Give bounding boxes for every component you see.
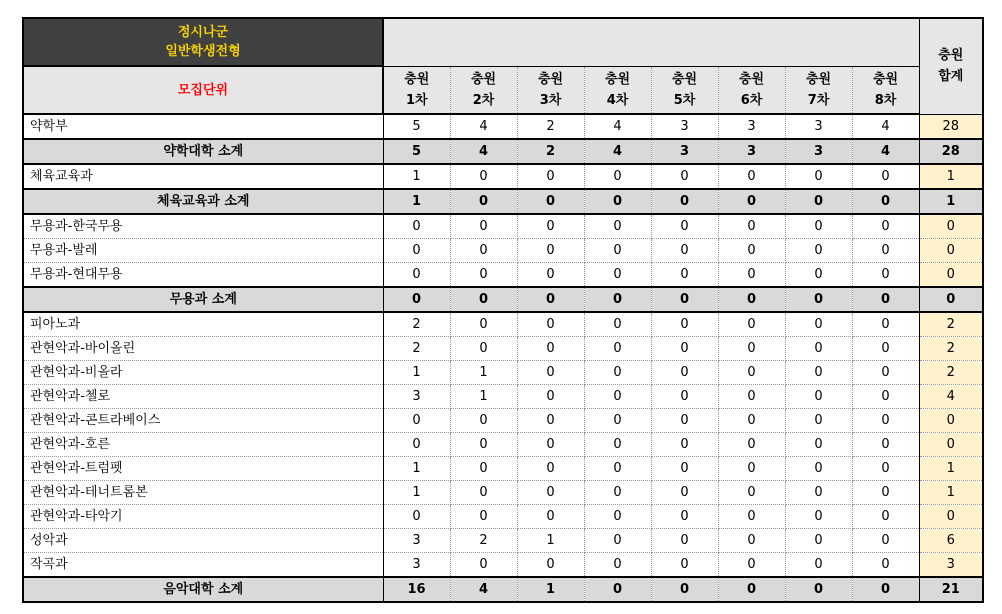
round-2-value: 0: [450, 457, 517, 481]
table-body: [23, 18, 983, 602]
round-6-value: 0: [718, 433, 785, 457]
round-8-value: 0: [852, 164, 919, 189]
round-header-8: [852, 66, 919, 114]
total-label-line-1: 충원: [938, 48, 964, 64]
round-2-value: 1: [450, 385, 517, 409]
round-2-value: 0: [450, 312, 517, 337]
unit-name: 체육교육과: [23, 164, 383, 189]
total-value: 28: [919, 139, 983, 164]
round-8-value: 0: [852, 287, 919, 312]
round-2-value: 0: [450, 409, 517, 433]
round-3-value: 0: [517, 164, 584, 189]
round-8-value: 0: [852, 361, 919, 385]
unit-name: 약학부: [23, 114, 383, 139]
round-3-value: 0: [517, 385, 584, 409]
round-2-value: 1: [450, 361, 517, 385]
header-top-blank: [383, 18, 919, 66]
round-6-value: 0: [718, 239, 785, 263]
round-7-value: 0: [785, 409, 852, 433]
table-row: [23, 433, 983, 457]
round-5-value: 0: [651, 287, 718, 312]
round-5-value: 0: [651, 263, 718, 288]
round-7-value: 0: [785, 337, 852, 361]
round-8-value: 0: [852, 577, 919, 602]
unit-name: 관현악과-테너트롬본: [23, 481, 383, 505]
round-8-value: 0: [852, 337, 919, 361]
round-2-value: 0: [450, 189, 517, 214]
round-2-value: 0: [450, 214, 517, 239]
total-value: 0: [919, 263, 983, 288]
unit-name: 작곡과: [23, 553, 383, 578]
header-total: [919, 18, 983, 114]
round-7-value: 0: [785, 263, 852, 288]
round-header-2-line-1: 충원: [470, 71, 497, 87]
table-row: [23, 239, 983, 263]
round-4-value: 0: [584, 214, 651, 239]
table-row: [23, 481, 983, 505]
round-1-value: 1: [383, 457, 450, 481]
round-1-value: 16: [383, 577, 450, 602]
round-3-value: 0: [517, 505, 584, 529]
round-header-5-line-2: 5차: [673, 92, 696, 108]
round-2-value: 4: [450, 577, 517, 602]
total-value: 0: [919, 214, 983, 239]
round-7-value: 0: [785, 239, 852, 263]
round-4-value: 0: [584, 239, 651, 263]
round-3-value: 0: [517, 312, 584, 337]
round-header-5: [651, 66, 718, 114]
round-4-value: 0: [584, 481, 651, 505]
unit-name: 관현악과-타악기: [23, 505, 383, 529]
round-2-value: 0: [450, 337, 517, 361]
round-6-value: 0: [718, 577, 785, 602]
round-2-value: 0: [450, 553, 517, 578]
round-6-value: 0: [718, 409, 785, 433]
round-2-value: 0: [450, 433, 517, 457]
round-3-value: 0: [517, 189, 584, 214]
round-7-value: 0: [785, 361, 852, 385]
round-4-value: 0: [584, 164, 651, 189]
subtotal-label: 음악대학 소계: [23, 577, 383, 602]
round-5-value: 0: [651, 164, 718, 189]
round-5-value: 0: [651, 312, 718, 337]
round-1-value: 0: [383, 287, 450, 312]
round-header-1-line-2: 1차: [405, 92, 428, 108]
round-1-value: 0: [383, 505, 450, 529]
round-1-value: 1: [383, 164, 450, 189]
table-row: [23, 263, 983, 288]
round-2-value: 0: [450, 287, 517, 312]
round-5-value: 0: [651, 553, 718, 578]
round-6-value: 0: [718, 361, 785, 385]
unit-name: 무용과-발레: [23, 239, 383, 263]
round-5-value: 0: [651, 337, 718, 361]
round-4-value: 4: [584, 139, 651, 164]
round-6-value: 0: [718, 529, 785, 553]
round-1-value: 0: [383, 239, 450, 263]
round-1-value: 1: [383, 189, 450, 214]
table-row: [23, 457, 983, 481]
round-7-value: 0: [785, 457, 852, 481]
table-row: [23, 164, 983, 189]
round-6-value: 3: [718, 114, 785, 139]
total-value: 0: [919, 433, 983, 457]
round-header-2: [450, 66, 517, 114]
subtotal-label: 체육교육과 소계: [23, 189, 383, 214]
unit-name: 관현악과-호른: [23, 433, 383, 457]
round-3-value: 0: [517, 457, 584, 481]
round-5-value: 0: [651, 457, 718, 481]
round-6-value: 0: [718, 214, 785, 239]
round-6-value: 0: [718, 481, 785, 505]
round-8-value: 0: [852, 433, 919, 457]
round-2-value: 0: [450, 505, 517, 529]
round-1-value: 3: [383, 385, 450, 409]
round-8-value: 4: [852, 139, 919, 164]
round-header-8-line-2: 8차: [874, 92, 897, 108]
round-3-value: 0: [517, 409, 584, 433]
unit-name: 성악과: [23, 529, 383, 553]
round-3-value: 0: [517, 433, 584, 457]
round-5-value: 0: [651, 214, 718, 239]
total-value: 0: [919, 409, 983, 433]
round-5-value: 0: [651, 433, 718, 457]
round-8-value: 0: [852, 505, 919, 529]
subtotal-row: [23, 139, 983, 164]
round-header-2-line-2: 2차: [472, 92, 495, 108]
round-header-4-line-2: 4차: [606, 92, 629, 108]
round-6-value: 0: [718, 505, 785, 529]
round-2-value: 0: [450, 263, 517, 288]
round-8-value: 0: [852, 553, 919, 578]
round-1-value: 3: [383, 529, 450, 553]
round-3-value: 0: [517, 214, 584, 239]
round-3-value: 0: [517, 263, 584, 288]
round-6-value: 0: [718, 189, 785, 214]
round-8-value: 0: [852, 409, 919, 433]
round-5-value: 0: [651, 385, 718, 409]
round-4-value: 0: [584, 529, 651, 553]
total-value: 2: [919, 337, 983, 361]
round-7-value: 0: [785, 553, 852, 578]
round-3-value: 2: [517, 114, 584, 139]
round-8-value: 0: [852, 239, 919, 263]
round-4-value: 0: [584, 361, 651, 385]
total-value: 28: [919, 114, 983, 139]
table-row: [23, 361, 983, 385]
round-8-value: 0: [852, 457, 919, 481]
round-header-3-line-1: 충원: [537, 71, 564, 87]
round-5-value: 0: [651, 189, 718, 214]
round-8-value: 0: [852, 385, 919, 409]
round-7-value: 0: [785, 189, 852, 214]
round-7-value: 0: [785, 214, 852, 239]
round-7-value: 0: [785, 164, 852, 189]
round-2-value: 4: [450, 139, 517, 164]
round-5-value: 0: [651, 239, 718, 263]
round-5-value: 0: [651, 409, 718, 433]
total-value: 1: [919, 164, 983, 189]
round-7-value: 0: [785, 481, 852, 505]
round-6-value: 0: [718, 337, 785, 361]
round-4-value: 0: [584, 409, 651, 433]
round-6-value: 0: [718, 164, 785, 189]
round-6-value: 0: [718, 287, 785, 312]
round-6-value: 0: [718, 385, 785, 409]
round-8-value: 4: [852, 114, 919, 139]
round-3-value: 2: [517, 139, 584, 164]
round-5-value: 3: [651, 114, 718, 139]
total-value: 0: [919, 505, 983, 529]
table-row: [23, 553, 983, 578]
round-4-value: 0: [584, 505, 651, 529]
unit-name: 피아노과: [23, 312, 383, 337]
round-1-value: 1: [383, 481, 450, 505]
round-7-value: 3: [785, 139, 852, 164]
table-row: [23, 385, 983, 409]
round-header-1: [383, 66, 450, 114]
round-8-value: 0: [852, 214, 919, 239]
round-4-value: 0: [584, 385, 651, 409]
round-2-value: 4: [450, 114, 517, 139]
round-header-3-line-2: 3차: [539, 92, 562, 108]
round-1-value: 0: [383, 214, 450, 239]
round-5-value: 0: [651, 505, 718, 529]
unit-name: 관현악과-트럼펫: [23, 457, 383, 481]
round-6-value: 3: [718, 139, 785, 164]
round-2-value: 0: [450, 239, 517, 263]
round-7-value: 0: [785, 505, 852, 529]
round-header-8-line-1: 충원: [872, 71, 899, 87]
round-3-value: 0: [517, 481, 584, 505]
table-row: [23, 409, 983, 433]
round-4-value: 0: [584, 553, 651, 578]
subtotal-row: [23, 287, 983, 312]
unit-name: 무용과-한국무용: [23, 214, 383, 239]
subtotal-label: 무용과 소계: [23, 287, 383, 312]
total-value: 1: [919, 189, 983, 214]
unit-name: 관현악과-바이올린: [23, 337, 383, 361]
total-value: 2: [919, 361, 983, 385]
round-5-value: 0: [651, 577, 718, 602]
round-3-value: 0: [517, 553, 584, 578]
round-5-value: 0: [651, 481, 718, 505]
round-7-value: 0: [785, 287, 852, 312]
round-2-value: 0: [450, 164, 517, 189]
admissions-table: [22, 17, 984, 603]
round-3-value: 0: [517, 287, 584, 312]
round-1-value: 2: [383, 312, 450, 337]
unit-name: 무용과-현대무용: [23, 263, 383, 288]
round-6-value: 0: [718, 312, 785, 337]
round-header-7: [785, 66, 852, 114]
total-value: 4: [919, 385, 983, 409]
round-4-value: 0: [584, 263, 651, 288]
round-8-value: 0: [852, 481, 919, 505]
round-5-value: 0: [651, 529, 718, 553]
unit-name: 관현악과-첼로: [23, 385, 383, 409]
round-6-value: 0: [718, 263, 785, 288]
round-6-value: 0: [718, 553, 785, 578]
total-label-line-2: 합계: [938, 69, 964, 85]
unit-name: 관현악과-비올라: [23, 361, 383, 385]
round-7-value: 0: [785, 433, 852, 457]
round-6-value: 0: [718, 457, 785, 481]
round-header-4-line-1: 충원: [604, 71, 631, 87]
round-8-value: 0: [852, 263, 919, 288]
round-header-7-line-1: 충원: [805, 71, 832, 87]
round-7-value: 0: [785, 529, 852, 553]
title-line-2: 일반학생전형: [165, 44, 241, 59]
table-row: [23, 337, 983, 361]
total-value: 2: [919, 312, 983, 337]
round-header-6-line-1: 충원: [738, 71, 765, 87]
round-7-value: 0: [785, 577, 852, 602]
round-2-value: 0: [450, 481, 517, 505]
round-header-4: [584, 66, 651, 114]
round-4-value: 0: [584, 577, 651, 602]
round-4-value: 0: [584, 189, 651, 214]
round-1-value: 5: [383, 114, 450, 139]
round-1-value: 0: [383, 409, 450, 433]
table-row: [23, 505, 983, 529]
unit-label-cell: 모집단위: [23, 66, 383, 114]
table-row: [23, 312, 983, 337]
round-3-value: 0: [517, 337, 584, 361]
subtotal-label: 약학대학 소계: [23, 139, 383, 164]
round-5-value: 0: [651, 361, 718, 385]
round-1-value: 0: [383, 263, 450, 288]
round-8-value: 0: [852, 189, 919, 214]
round-4-value: 0: [584, 337, 651, 361]
total-value: 1: [919, 481, 983, 505]
round-4-value: 4: [584, 114, 651, 139]
total-value: 6: [919, 529, 983, 553]
title-line-1: 정시나군: [177, 25, 229, 40]
total-value: 1: [919, 457, 983, 481]
round-7-value: 0: [785, 312, 852, 337]
round-header-5-line-1: 충원: [671, 71, 698, 87]
round-header-1-line-1: 충원: [404, 71, 430, 87]
total-value: 3: [919, 553, 983, 578]
round-5-value: 3: [651, 139, 718, 164]
round-header-7-line-2: 7차: [807, 92, 830, 108]
round-header-6-line-2: 6차: [740, 92, 763, 108]
round-3-value: 1: [517, 529, 584, 553]
total-value: 0: [919, 287, 983, 312]
table-row: [23, 529, 983, 553]
table-row: [23, 114, 983, 139]
total-value: 21: [919, 577, 983, 602]
total-value: 0: [919, 239, 983, 263]
round-4-value: 0: [584, 457, 651, 481]
round-4-value: 0: [584, 312, 651, 337]
round-2-value: 2: [450, 529, 517, 553]
round-7-value: 0: [785, 385, 852, 409]
round-3-value: 0: [517, 239, 584, 263]
round-1-value: 1: [383, 361, 450, 385]
round-1-value: 2: [383, 337, 450, 361]
round-8-value: 0: [852, 312, 919, 337]
round-1-value: 0: [383, 433, 450, 457]
subtotal-row: [23, 577, 983, 602]
round-3-value: 1: [517, 577, 584, 602]
round-4-value: 0: [584, 433, 651, 457]
table-row: [23, 214, 983, 239]
unit-name: 관현악과-콘트라베이스: [23, 409, 383, 433]
round-7-value: 3: [785, 114, 852, 139]
round-header-6: [718, 66, 785, 114]
round-3-value: 0: [517, 361, 584, 385]
round-1-value: 5: [383, 139, 450, 164]
round-4-value: 0: [584, 287, 651, 312]
subtotal-row: [23, 189, 983, 214]
title-cell: [23, 18, 383, 66]
round-8-value: 0: [852, 529, 919, 553]
round-header-3: [517, 66, 584, 114]
round-1-value: 3: [383, 553, 450, 578]
